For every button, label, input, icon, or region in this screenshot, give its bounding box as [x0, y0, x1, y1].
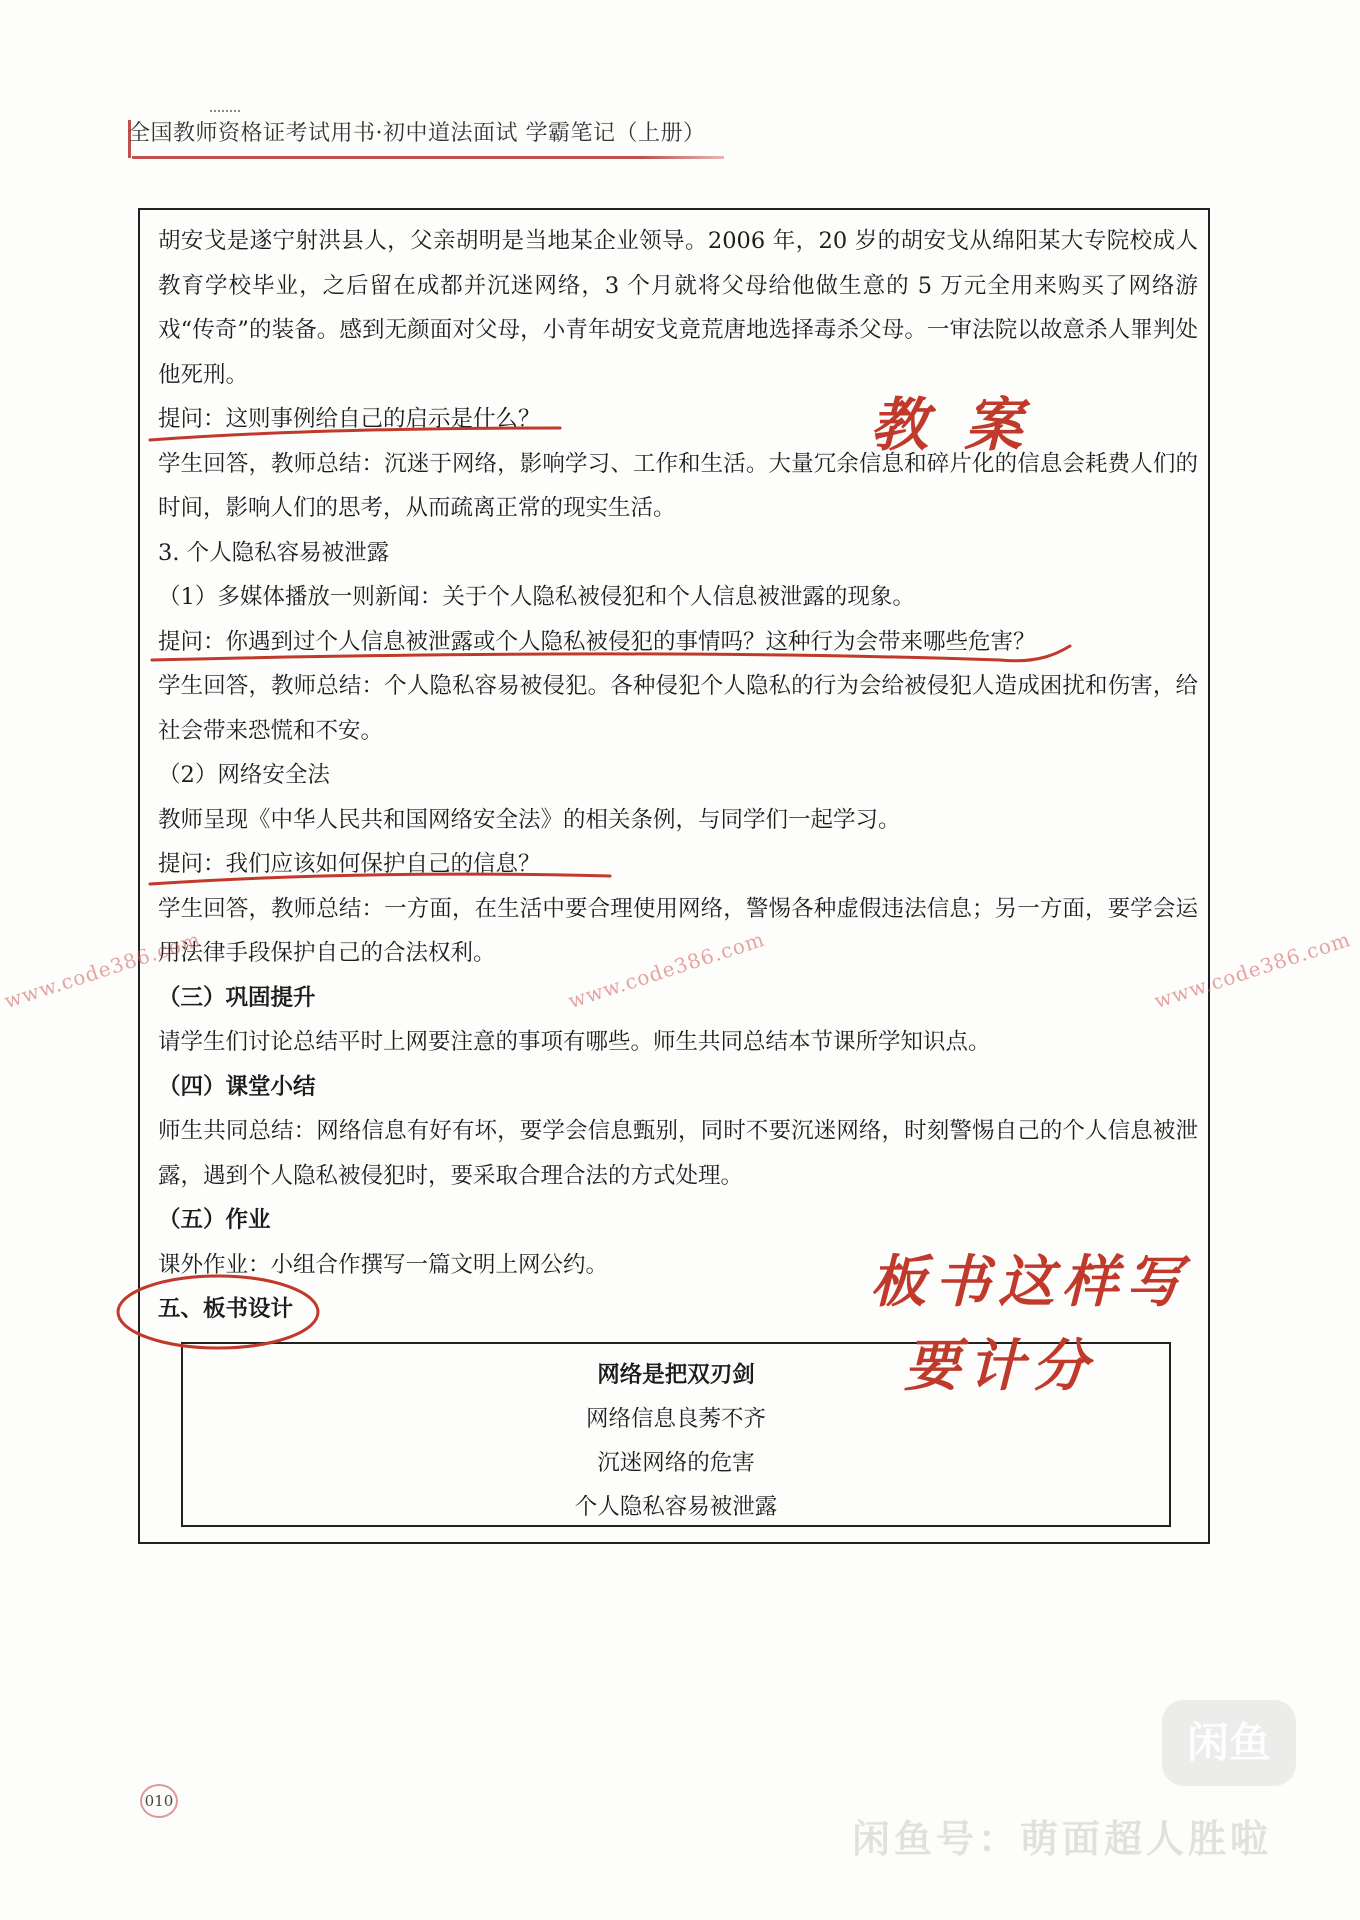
page-header-title: 全国教师资格证考试用书·初中道法面试 学霸笔记（上册）: [128, 121, 706, 146]
section-summary: （四）课堂小结: [158, 1073, 316, 1100]
watermark-site: www.code386.com: [1, 926, 204, 1014]
question-1: 提问：这则事例给自己的启示是什么？: [158, 406, 541, 432]
header-dots: [210, 110, 240, 112]
question-3: 提问：我们应该如何保护自己的信息？: [158, 851, 541, 877]
step-2-text: 教师呈现《中华人民共和国网络安全法》的相关条例，与同学们一起学习。: [158, 806, 901, 833]
section-summary-text: 师生共同总结：网络信息有好有坏，要学会信息甄别，同时不要沉迷网络，时刻警惕自己的个人信息被泄露，遇到个人隐私被侵犯时，要采取合理合法的方式处理。: [158, 1118, 1198, 1189]
board-item: 网络信息良莠不齐: [585, 1406, 766, 1432]
annotation-lesson-plan: 教 案: [870, 391, 1031, 459]
annotation-board-line2: 要计分: [904, 1334, 1096, 1399]
step-2: （2）网络安全法: [158, 762, 330, 788]
section-consolidate: （三）巩固提升: [158, 984, 316, 1011]
board-item: 沉迷网络的危害: [597, 1450, 755, 1476]
watermark-site: www.code386.com: [1151, 926, 1354, 1014]
section-heading-3: 3. 个人隐私容易被泄露: [158, 539, 390, 566]
answer-2: 学生回答，教师总结：个人隐私容易被侵犯。各种侵犯个人隐私的行为会给被侵犯人造成困扰和伤害，给社会带来恐慌和不安。: [158, 673, 1198, 744]
answer-3: 学生回答，教师总结：一方面，在生活中要合理使用网络，警惕各种虚假违法信息；另一方面，要学会运用法律手段保护自己的合法权利。: [158, 895, 1198, 966]
board-design-heading: 五、板书设计: [158, 1296, 294, 1322]
step-1: （1）多媒体播放一则新闻：关于个人隐私被侵犯和个人信息被泄露的现象。: [158, 584, 915, 610]
board-item: 个人隐私容易被泄露: [574, 1494, 778, 1520]
question-2: 提问：你遇到过个人信息被泄露或个人隐私被侵犯的事情吗？这种行为会带来哪些危害？: [158, 628, 1036, 655]
page-number: 010: [140, 1784, 178, 1818]
watermark-site: www.code386.com: [565, 926, 768, 1014]
header-underline: [132, 156, 724, 159]
section-consolidate-text: 请学生们讨论总结平时上网要注意的事项有哪些。师生共同总结本节课所学知识点。: [158, 1029, 991, 1055]
section-homework-text: 课外作业：小组合作撰写一篇文明上网公约。: [158, 1251, 609, 1278]
lesson-content: [158, 219, 1198, 1332]
seller-watermark: 闲鱼号：萌面超人胜啦: [852, 1817, 1273, 1861]
case-paragraph: 胡安戈是遂宁射洪县人，父亲胡明是当地某企业领导。2006 年，20 岁的胡安戈从绵阳某大专院校成人教育学校毕业，之后留在成都并沉迷网络，3 个月就将父母给他做生意的 5 万元全用来购买了网络游戏“传奇”的装备。感到无颜面对父母，小青年胡安戈竟荒唐地选择毒杀父母。一审法院以故意杀人罪判处他死刑。: [158, 228, 1198, 388]
annotation-board-line1: 板书这样写: [870, 1250, 1190, 1315]
board-title: 网络是把双刃剑: [597, 1362, 755, 1388]
xianyu-logo-icon: 闲鱼: [1162, 1700, 1296, 1786]
section-homework: （五）作业: [158, 1207, 271, 1233]
answer-1: 学生回答，教师总结：沉迷于网络，影响学习、工作和生活。大量冗余信息和碎片化的信息会耗费人们的时间，影响人们的思考，从而疏离正常的现实生活。: [158, 450, 1198, 521]
